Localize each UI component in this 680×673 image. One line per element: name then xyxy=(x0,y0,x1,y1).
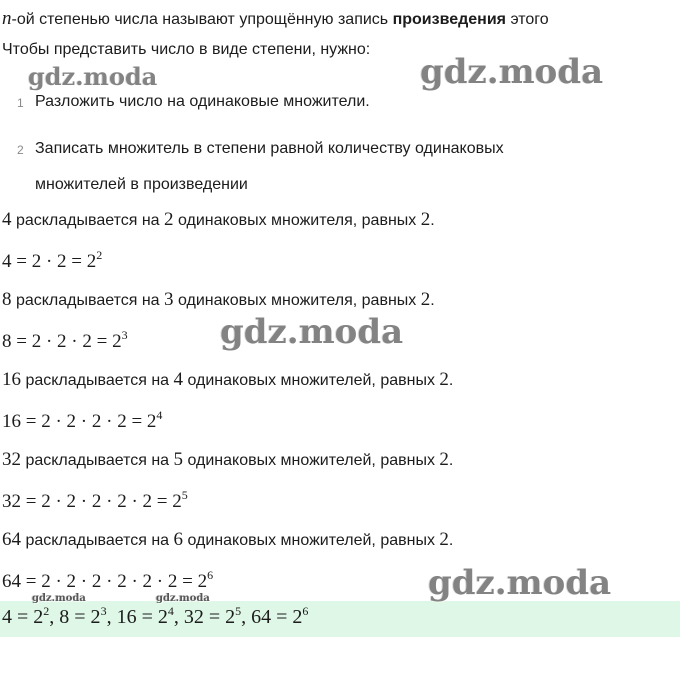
step-number: 2 xyxy=(17,143,24,157)
watermark-logo: gdz.moda xyxy=(428,563,612,603)
example-description: 4 раскладывается на 2 одинаковых множителя, равных 2. xyxy=(2,209,435,230)
answer-equation: $4 = 2^2$, $8 = 2^3$, $16 = 2^4$, $32 = 2^5$, $64 = 2^6$ xyxy=(2,604,309,628)
example-equation: $16 = 2 \cdot 2 \cdot 2 \cdot 2 = 2^4$ xyxy=(2,408,163,432)
watermark-logo: gdz.moda xyxy=(32,593,86,604)
step-number: 1 xyxy=(17,96,24,110)
example-description: 64 раскладывается на 6 одинаковых множителей, равных 2. xyxy=(2,529,454,550)
example-equation: $64 = 2 \cdot 2 \cdot 2 \cdot 2 \cdot 2 \cdot 2 = 2^6$ xyxy=(2,568,214,592)
intro-text-bold: произведения xyxy=(392,11,506,28)
example-description: 8 раскладывается на 3 одинаковых множителя, равных 2. xyxy=(2,289,435,310)
watermark-logo: gdz.moda xyxy=(220,312,404,352)
watermark-logo: gdz.moda xyxy=(156,593,210,604)
intro-instruction: Чтобы представить число в виде степени, нужно: xyxy=(2,41,371,58)
step-text: Разложить число на одинаковые множители. xyxy=(35,93,370,110)
example-description: 16 раскладывается на 4 одинаковых множителей, равных 2. xyxy=(2,369,454,390)
watermark-logo: gdz.moda xyxy=(28,62,158,91)
step-text: Записать множитель в степени равной количеству одинаковых xyxy=(35,140,504,157)
watermark-logo: gdz.moda xyxy=(420,52,604,92)
intro-text-pre: -ой степенью числа называют упрощённую запись xyxy=(11,11,393,28)
example-equation: $32 = 2 \cdot 2 \cdot 2 \cdot 2 \cdot 2 = 2^5$ xyxy=(2,488,188,512)
intro-definition xyxy=(2,8,549,30)
intro-text-post: этого xyxy=(506,11,549,28)
example-equation: $8 = 2 \cdot 2 \cdot 2 = 2^3$ xyxy=(2,328,128,352)
example-equation: $4 = 2 \cdot 2 = 2^2$ xyxy=(2,248,103,272)
step-text-continuation: множителей в произведении xyxy=(35,176,248,193)
answer-highlight xyxy=(0,601,680,637)
variable-n: n xyxy=(2,8,12,29)
example-description: 32 раскладывается на 5 одинаковых множителей, равных 2. xyxy=(2,449,454,470)
